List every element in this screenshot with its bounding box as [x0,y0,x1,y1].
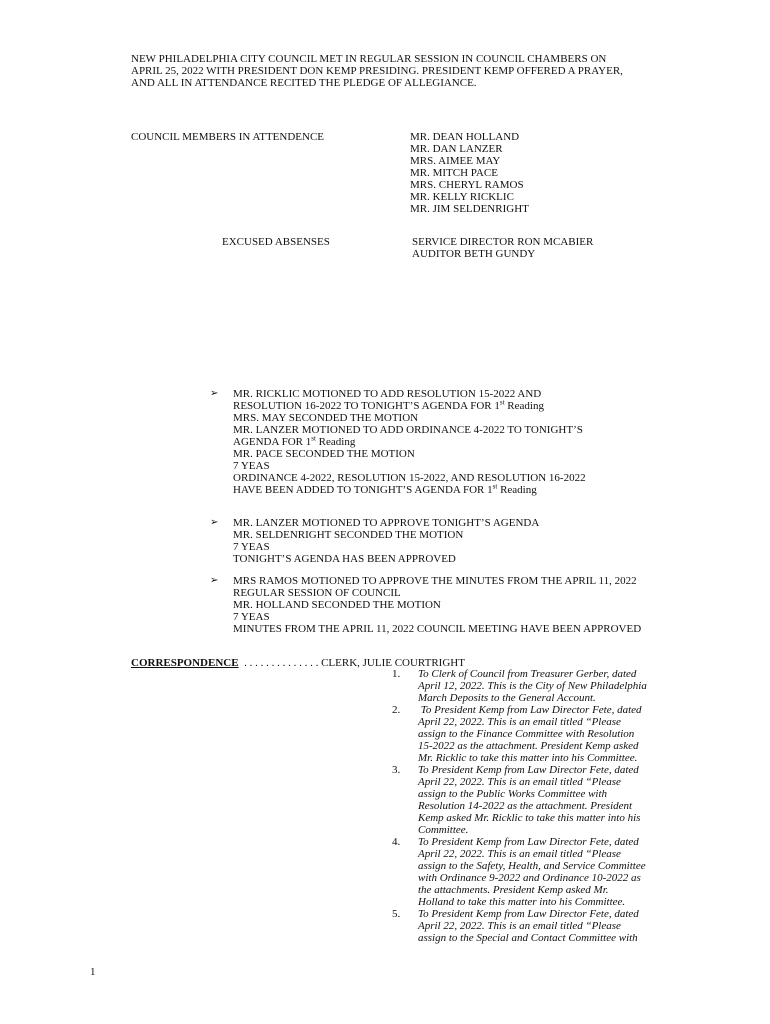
excused-list [412,236,593,260]
motion-line: TONIGHT’S AGENDA HAS BEEN APPROVED [233,553,456,565]
correspondence-item: 2. To President Kemp from Law Director Fete, dated April 22, 2022. This is an email titled “Please assign to the Finance Committee with Resolution 15-2022 as the attachment. President Kemp asked Mr. Ricklic to take this matter into his Committee. [392,704,642,764]
intro-line: AND ALL IN ATTENDANCE RECITED THE PLEDGE OF ALLEGIANCE. [131,77,477,89]
motion-line: MR. HOLLAND SECONDED THE MOTION [233,599,441,611]
motion-line: MINUTES FROM THE APRIL 11, 2022 COUNCIL MEETING HAVE BEEN APPROVED [233,623,642,635]
arrow-bullet-icon: ➢ [210,388,219,399]
correspondence-item: 5. To President Kemp from Law Director Fete, dated April 22, 2022. This is an email titled “Please assign to the Special and Contact Committee with [392,908,639,944]
attendee: MR. JIM SELDENRIGHT [410,203,529,215]
motion-line: MR. LANZER MOTIONED TO ADD ORDINANCE 4-2022 TO TONIGHT’S [233,424,583,436]
attendee: MR. MITCH PACE [410,167,498,179]
correspondence-title: CORRESPONDENCE [131,657,239,669]
page-number: 1 [90,966,96,978]
attendance-label: COUNCIL MEMBERS IN ATTENDENCE [131,131,325,143]
arrow-bullet-icon: ➢ [210,575,219,586]
motion-line: MRS. MAY SECONDED THE MOTION [233,412,419,424]
motion-line: HAVE BEEN ADDED TO TONIGHT’S AGENDA FOR 1st Reading [233,482,537,496]
intro-line: NEW PHILADELPHIA CITY COUNCIL MET IN REGULAR SESSION IN COUNCIL CHAMBERS ON [131,53,607,65]
motion-line: RESOLUTION 16-2022 TO TONIGHT’S AGENDA FOR 1st Reading [233,398,544,412]
attendee: MR. DAN LANZER [410,143,503,155]
arrow-bullet-icon: ➢ [210,517,219,528]
excused-member: SERVICE DIRECTOR RON MCABIER [412,236,594,248]
excused-member: AUDITOR BETH GUNDY [412,248,536,260]
attendance-list [410,131,529,215]
correspondence-item: 4. To President Kemp from Law Director Fete, dated April 22, 2022. This is an email titled “Please assign to the Safety, Health, and Service Committee with Ordinance 9-2022 and Ordinance 10-2022 as the attachments. President Kemp asked Mr. Holland to take this matter into his Committee. [392,836,646,908]
correspondence-clerk: . . . . . . . . . . . . . . CLERK, JULIE COURTRIGHT [238,657,465,669]
correspondence-list [392,668,722,944]
motion-line: MR. SELDENRIGHT SECONDED THE MOTION [233,529,464,541]
correspondence-item: 3. To President Kemp from Law Director Fete, dated April 22, 2022. This is an email titled “Please assign to the Public Works Committee with Resolution 14-2022 as the attachment. President Kemp asked Mr. Ricklic to take this matter into his Committee. [392,764,641,836]
motion-line: 7 YEAS [233,541,270,553]
attendee: MR. KELLY RICKLIC [410,191,514,203]
motion-line: MRS RAMOS MOTIONED TO APPROVE THE MINUTES FROM THE APRIL 11, 2022 [233,575,637,587]
attendee: MRS. CHERYL RAMOS [410,179,524,191]
motion-line: AGENDA FOR 1st Reading [233,434,356,448]
excused-label: EXCUSED ABSENSES [222,236,330,248]
motion-line: REGULAR SESSION OF COUNCIL [233,587,401,599]
motion-line: MR. RICKLIC MOTIONED TO ADD RESOLUTION 15-2022 AND [233,388,542,400]
motion-line: 7 YEAS [233,460,270,472]
attendee: MRS. AIMEE MAY [410,155,501,167]
motion-line: MR. PACE SECONDED THE MOTION [233,448,415,460]
correspondence-item: 1. To Clerk of Council from Treasurer Gerber, dated April 12, 2022. This is the City of New Philadelphia March Deposits to the General Account. [392,668,647,704]
intro-paragraph [131,53,731,89]
intro-line: APRIL 25, 2022 WITH PRESIDENT DON KEMP PRESIDING. PRESIDENT KEMP OFFERED A PRAYER, [131,65,623,77]
motion-line: 7 YEAS [233,611,270,623]
motion-line: ORDINANCE 4-2022, RESOLUTION 15-2022, AND RESOLUTION 16-2022 [233,472,586,484]
attendee: MR. DEAN HOLLAND [410,131,520,143]
motion-line: MR. LANZER MOTIONED TO APPROVE TONIGHT’S AGENDA [233,517,540,529]
